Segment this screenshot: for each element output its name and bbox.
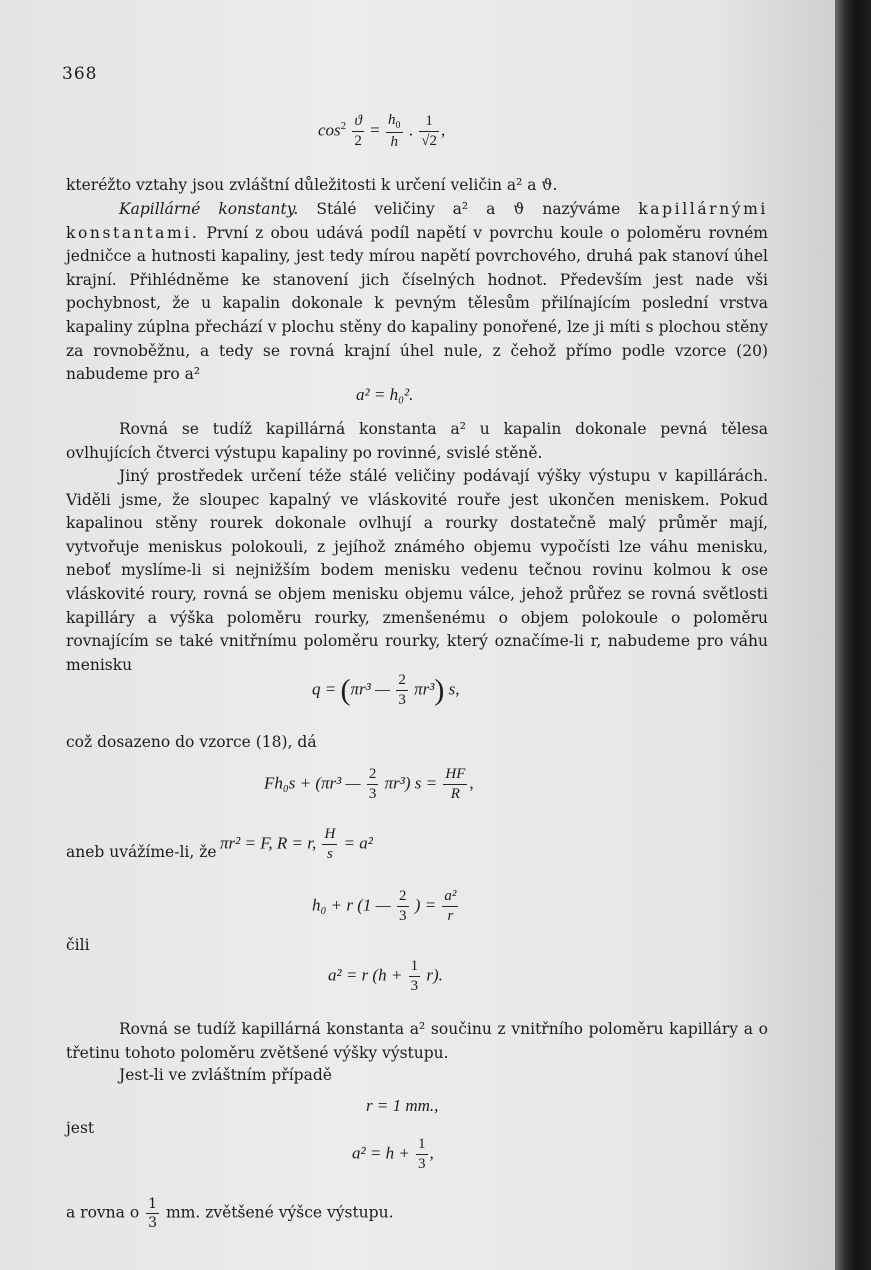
- eq-h0-mid: ) =: [414, 895, 437, 915]
- spaced-term: kapillárnými konstantami.: [66, 200, 768, 242]
- equation-a2-h0: a² = h₀².: [356, 385, 414, 404]
- equation-final: [328, 958, 443, 995]
- eq-cos-frac2: $\frac{h_0}{h}$: [388, 112, 401, 150]
- eq-cos-func: cos: [318, 120, 341, 140]
- paragraph-kapillarne-text1: Stálé veličiny a² a ϑ nazýváme: [298, 200, 639, 218]
- eq-cos-dot: .: [408, 120, 414, 140]
- equation-h0: [312, 888, 460, 925]
- paragraph-dosazeno: což dosazeno do vzorce (18), dá: [66, 733, 317, 751]
- equation-r: r = 1 mm.,: [366, 1096, 439, 1115]
- eq-final-lhs: a² = r (h +: [328, 965, 403, 985]
- eq-a2h-frac: $\frac{1}{3}$: [418, 1136, 426, 1172]
- eq-h0-frac1: $\frac{2}{3}$: [399, 888, 407, 924]
- eq-sub-tail: = a²: [343, 833, 373, 853]
- eq-a2h-comma: ,: [429, 1143, 434, 1163]
- last-pre: a rovna o: [66, 1203, 140, 1222]
- label-cili: čili: [66, 936, 90, 954]
- eq-fh-lhs: Fh₀s + (πr³ —: [264, 773, 361, 793]
- eq-cos-equals: =: [370, 120, 380, 140]
- paragraph-jiny: Jiný prostředek určení téže stálé veličiny podávají výšky výstupu v kapillárách. Viděli jsme, že sloupec kapalný ve vláskovité rouře jest ukončen meniskem. Pokud kapalinou stěny rourek dokonale ovlhují a rourky dostatečně malý průměr mají, vytvořuje meniskus polokouli, z jejíhož známého objemu vypočísti lze váhu menisku, neboť myslíme-li si nejnižším bodem menisku vedenu tečnou rovinu kolmou k ose vláskovité roury, rovná se objem menisku objemu válce, jehož průřez se rovná světlosti kapilláry a výška poloměru rourky, zmenšenému o objem polokoule o poloměru rovnajícím se také vnitřnímu poloměru rourky, který označíme-li r, nabudeme pro váhu menisku: [66, 467, 768, 674]
- label-aneb: aneb uvážíme-li, že: [66, 843, 217, 861]
- equation-cos: [318, 112, 445, 151]
- eq-fh-frac1: $\frac{2}{3}$: [368, 766, 377, 802]
- eq-a2h-lhs: a² = h +: [352, 1143, 410, 1163]
- eq-cos-frac3: $\frac{1}{√2}$: [421, 113, 437, 149]
- eq-q-lhs: q =: [312, 679, 337, 699]
- eq-h0-lhs: h₀ + r (1 —: [312, 895, 391, 915]
- equation-substitution: [220, 826, 373, 863]
- page-number: 368: [62, 64, 98, 84]
- paragraph-soucinu: Rovná se tudíž kapillárná konstanta a² součinu z vnitřního poloměru kapilláry a o třetinu tohoto poloměru zvětšené výšky výstupu.: [66, 1020, 768, 1062]
- eq-q-tail: s,: [448, 679, 460, 699]
- equation-a2h: [352, 1136, 434, 1173]
- eq-h0-frac2: $\frac{\text{a²}}{r}$: [444, 888, 457, 924]
- section-title: Kapillárné konstanty.: [119, 200, 299, 218]
- eq-cos-frac1: $\frac{ϑ}{2}$: [354, 113, 362, 149]
- paragraph-kapillarne-text2: První z obou udává podíl napětí v povrchu koule o poloměru rovném jedničce a hutnosti kapaliny, jest tedy mírou napětí povrchového, druhá pak stanoví úhel krajní. Přihlédněme ke stanovení jich číselných hodnot. Především jest nade vši pochybnost, že u kapalin dokonale k pevným tělesům přilínajícím poslední vrstva kapaliny zúplna přechází v plochu stěny do kapaliny ponořené, lze ji míti s plochou stěny za rovnoběžnu, a tedy se rovná krajní úhel nule, z čehož přímo podle vzorce (20) nabudeme pro a²: [66, 223, 768, 384]
- equation-fh: [264, 766, 474, 803]
- paragraph-intro: [66, 174, 768, 198]
- eq-q-a: πr³ —: [350, 679, 391, 699]
- eq-cos-exp: 2: [340, 119, 347, 132]
- last-post: mm. zvětšené výšce výstupu.: [165, 1203, 394, 1222]
- paragraph-rovna: Rovná se tudíž kapillárná konstanta a² u kapalin dokonale pevná tělesa ovlhujících čtverci výstupu kapaliny po rovinné, svislé stěně.: [66, 420, 768, 462]
- paragraph-intro-text: kteréžto vztahy jsou zvláštní důležitosti k určení veličin a² a ϑ.: [66, 176, 558, 194]
- eq-q-paren-open: (: [340, 673, 351, 707]
- eq-sub-frac: $\frac{H}{s}$: [324, 826, 336, 862]
- equation-q: [312, 672, 459, 709]
- eq-fh-frac2: $\frac{HF}{R}$: [445, 766, 466, 802]
- eq-fh-comma: ,: [469, 773, 474, 793]
- eq-sub-eqs: πr² = F, R = r,: [220, 833, 317, 853]
- eq-q-paren-close: ): [434, 673, 445, 707]
- paragraph-jestli: Jest-li ve zvláštním případě: [119, 1066, 332, 1084]
- eq-cos-comma: ,: [441, 120, 446, 140]
- eq-final-tail: r).: [426, 965, 443, 985]
- paragraph-kapillarne: [66, 198, 768, 387]
- label-jest: jest: [66, 1119, 95, 1137]
- eq-final-frac: $\frac{1}{3}$: [410, 958, 419, 994]
- book-binding-shadow: [835, 0, 871, 1270]
- eq-q-b: πr³: [414, 679, 435, 699]
- eq-fh-mid: πr³) s =: [384, 773, 438, 793]
- last-frac: $\frac{1}{3}$: [148, 1196, 158, 1231]
- paragraph-last: [66, 1196, 394, 1231]
- eq-q-frac: $\frac{2}{3}$: [398, 672, 406, 708]
